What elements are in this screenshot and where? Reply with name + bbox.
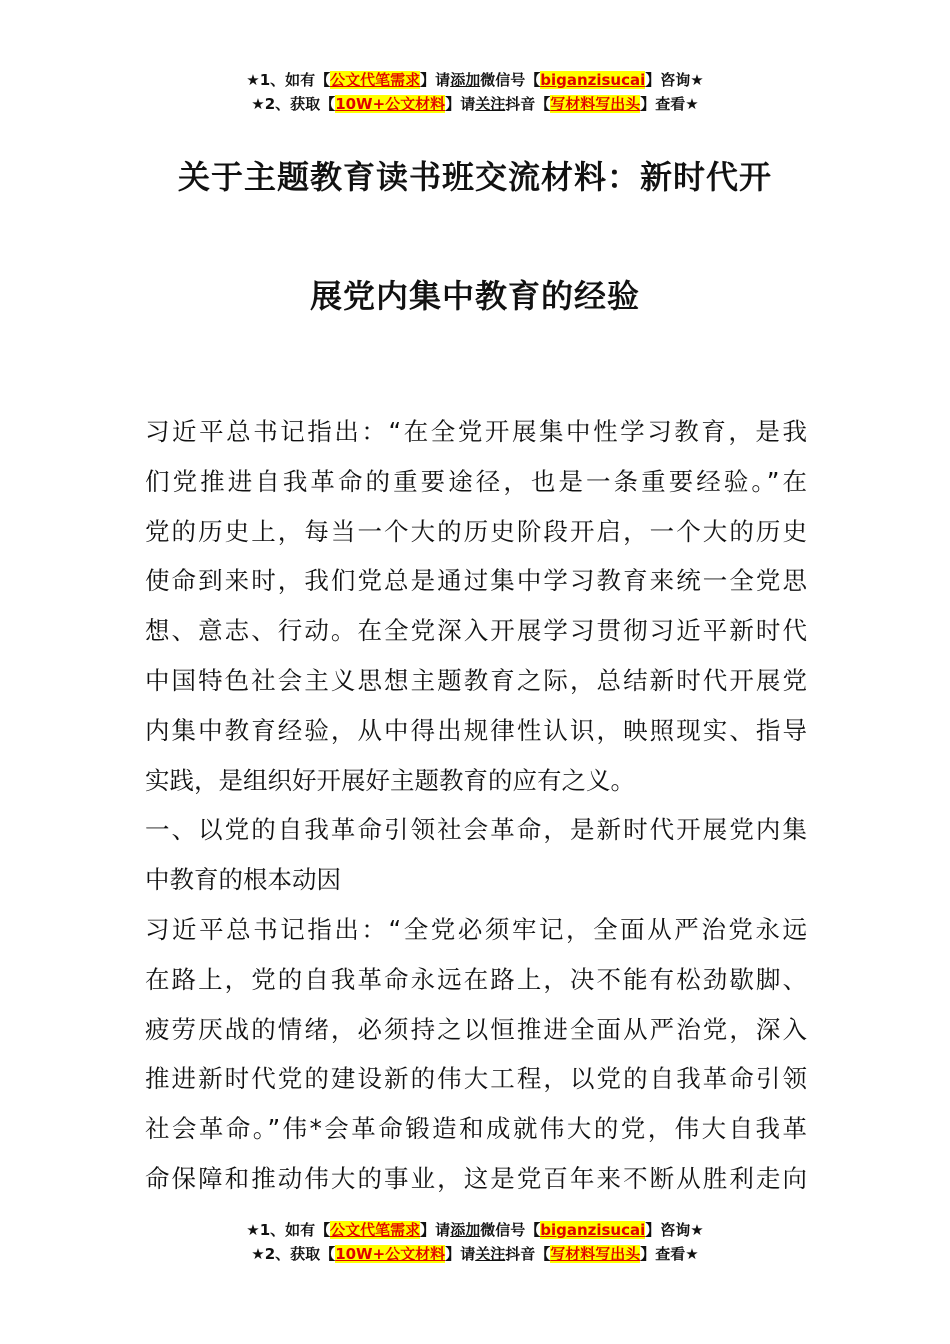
document-title-line-1: 关于主题教育读书班交流材料：新时代开 [177,158,772,196]
footer-promo-line-1 [0,1218,950,1242]
paragraph-line: 们党推进自我革命的重要途径，也是一条重要经验。”在 [145,466,807,496]
promo-wechat-id: biganzisucai [540,71,646,89]
promo-text: 】请 [445,1245,476,1263]
promo-text: 】请 [420,71,451,89]
promo-text: 抖音【 [505,1245,551,1263]
promo-text: 微信号【 [480,71,541,89]
promo-line-2 [0,92,950,116]
paragraph-line: 习近平总书记指出：“全党必须牢记，全面从严治党永远 [145,915,807,944]
promo-highlight: 10W+公文材料 [335,1245,446,1263]
footer-promo-line-2 [0,1242,950,1266]
promo-text: 】查看★ [640,1245,699,1263]
document-title-line-2: 展党内集中教育的经验 [309,277,640,315]
paragraph-line: 疲劳厌战的情绪，必须持之以恒推进全面从严治党，深入 [145,1014,807,1044]
paragraph-line: 中国特色社会主义思想主题教育之际，总结新时代开展党 [145,666,807,695]
paragraph-line: 习近平总书记指出：“在全党开展集中性学习教育，是我 [145,417,807,446]
paragraph-line: 一、以党的自我革命引领社会革命，是新时代开展党内集 [145,815,807,845]
paragraph-line: 命保障和推动伟大的事业，这是党百年来不断从胜利走向 [145,1164,807,1193]
paragraph-line: 内集中教育经验，从中得出规律性认识，映照现实、指导 [145,715,807,745]
promo-highlight: 公文代笔需求 [330,1221,421,1239]
promo-line-1 [0,68,950,92]
promo-text: 】查看★ [640,95,699,113]
promo-douyin-id: 写材料写出头 [550,95,641,113]
promo-text: 】请 [420,1221,451,1239]
promo-highlight: 公文代笔需求 [330,71,421,89]
promo-text: ★2、获取【 [251,95,336,113]
paragraph-line: 想、意志、行动。在全党深入开展学习贯彻习近平新时代 [145,616,807,646]
promo-douyin-id: 写材料写出头 [550,1245,641,1263]
promo-wechat-id: biganzisucai [540,1221,646,1239]
paragraph-line: 在路上，党的自我革命永远在路上，决不能有松劲歇脚、 [145,964,807,994]
paragraph-line: 使命到来时，我们党总是通过集中学习教育来统一全党思 [145,566,807,596]
promo-highlight: 10W+公文材料 [335,95,446,113]
paragraph-line: 实践，是组织好开展好主题教育的应有之义。 [145,765,635,795]
promo-text: ★2、获取【 [251,1245,336,1263]
paragraph-line: 推进新时代党的建设新的伟大工程，以党的自我革命引领 [145,1064,807,1094]
promo-text: 】咨询★ [645,71,704,89]
promo-text: ★1、如有【 [246,71,331,89]
paragraph-line: 党的历史上，每当一个大的历史阶段开启，一个大的历史 [145,516,807,546]
promo-text: 】咨询★ [645,1221,704,1239]
promo-text: 抖音【 [505,95,551,113]
promo-underline: 添加 [450,1221,481,1239]
promo-underline: 关注 [475,1245,506,1263]
paragraph-line: 社会革命。”伟*会革命锻造和成就伟大的党，伟大自我革 [145,1114,807,1144]
promo-underline: 添加 [450,71,481,89]
promo-underline: 关注 [475,95,506,113]
promo-text: ★1、如有【 [246,1221,331,1239]
promo-text: 微信号【 [480,1221,541,1239]
promo-text: 】请 [445,95,476,113]
paragraph-line: 中教育的根本动因 [145,865,341,895]
